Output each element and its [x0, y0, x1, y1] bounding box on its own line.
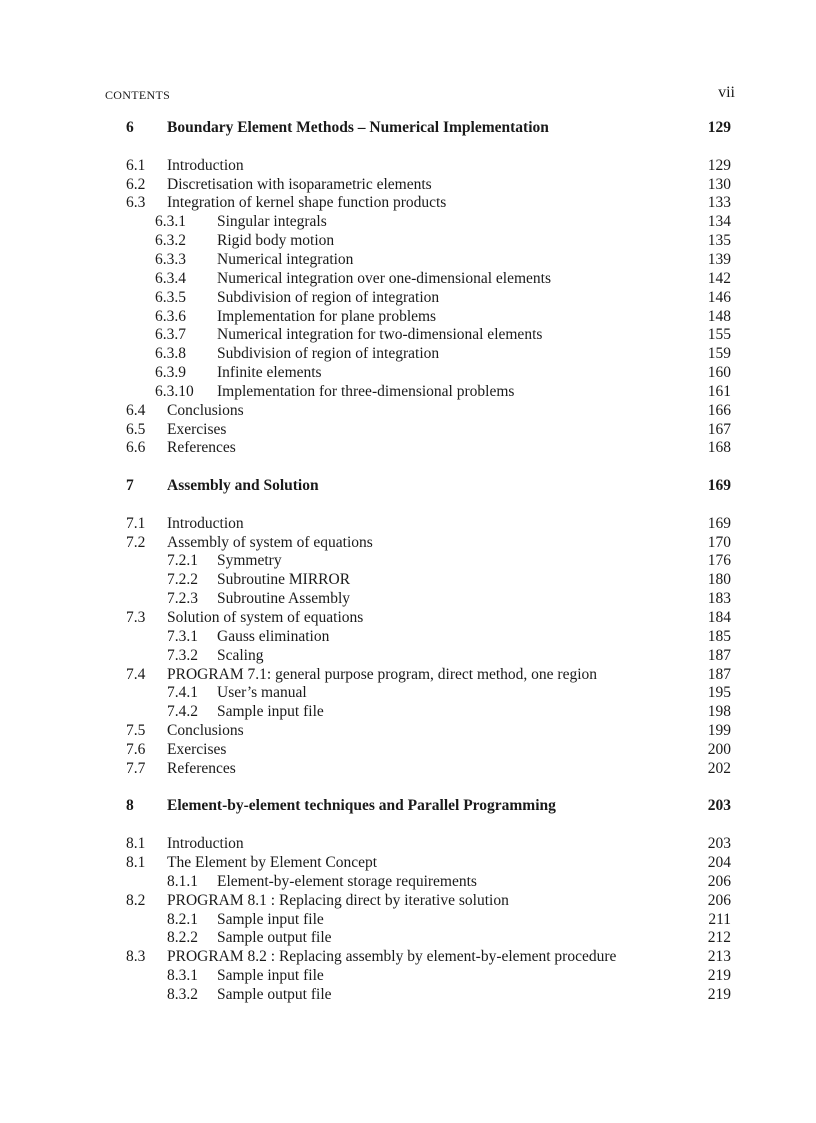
entry-number: 6.4: [126, 401, 146, 419]
entry-title: Element-by-element storage requirements: [217, 872, 477, 890]
entry-title: Sample output file: [217, 985, 332, 1003]
entry-page: 202: [707, 759, 731, 777]
toc-entry: [0, 759, 816, 779]
entry-title: Conclusions: [167, 401, 244, 419]
entry-page: 176: [707, 552, 731, 570]
entry-title: Implementation for three-dimensional problems: [217, 382, 515, 400]
entry-title: Assembly and Solution: [167, 477, 319, 495]
toc-entry: [0, 608, 816, 628]
entry-title: Sample output file: [217, 929, 332, 947]
entry-number: 8.2.1: [167, 910, 198, 928]
entry-number: 8.2.2: [167, 929, 198, 947]
entry-page: 134: [707, 213, 731, 231]
entry-title: Numerical integration for two-dimensional elements: [217, 326, 543, 344]
entry-title: Gauss elimination: [217, 627, 330, 645]
entry-number: 6.5: [126, 420, 146, 438]
toc-entry: [0, 702, 816, 722]
toc-entry: [0, 193, 816, 213]
entry-page: 204: [707, 853, 731, 871]
entry-number: 7.3.2: [167, 646, 198, 664]
toc-entry: [0, 891, 816, 911]
entry-page: 198: [707, 703, 731, 721]
running-head-title: CONTENTS: [105, 88, 171, 102]
toc-entry: [0, 250, 816, 270]
entry-page: 155: [707, 326, 731, 344]
toc-entry: [0, 721, 816, 741]
toc-entry: [0, 928, 816, 948]
entry-number: 6.2: [126, 175, 146, 193]
entry-title: Implementation for plane problems: [217, 307, 437, 325]
toc-entry: [0, 665, 816, 685]
entry-title: References: [167, 759, 236, 777]
entry-number: 7.2.1: [167, 552, 198, 570]
toc-entry: [0, 834, 816, 854]
entry-page: 184: [707, 609, 731, 626]
entry-page: 129: [707, 119, 731, 136]
entry-title: References: [167, 439, 236, 457]
toc-entry: [0, 533, 816, 553]
running-head: [105, 84, 735, 106]
entry-number: 7.3.1: [167, 627, 198, 645]
toc-entry: [0, 646, 816, 666]
entry-page: 185: [707, 627, 731, 645]
entry-title: The Element by Element Concept: [167, 853, 378, 871]
entry-number: 8.1: [126, 853, 146, 871]
toc-entry: [0, 344, 816, 364]
entry-title: Boundary Element Methods – Numerical Implementation: [167, 119, 549, 136]
entry-title: Solution of system of equations: [167, 609, 364, 626]
entry-number: 6.6: [126, 439, 146, 457]
entry-number: 8.1.1: [167, 872, 198, 890]
entry-page: 187: [707, 646, 731, 664]
entry-page: 195: [707, 684, 731, 702]
toc-entry: [0, 627, 816, 647]
entry-number: 6.3.6: [155, 307, 186, 325]
entry-page: 180: [707, 571, 731, 589]
entry-page: 203: [707, 797, 731, 815]
entry-number: 6.3.4: [155, 269, 186, 287]
toc-entry: [0, 589, 816, 609]
entry-title: Subroutine Assembly: [217, 590, 351, 608]
entry-page: 168: [707, 439, 731, 457]
toc-entry: [0, 212, 816, 232]
entry-title: Infinite elements: [217, 364, 322, 381]
entry-title: Rigid body motion: [217, 232, 335, 249]
entry-page: 142: [707, 269, 731, 287]
entry-title: PROGRAM 8.2 : Replacing assembly by element-by-element procedure: [167, 948, 617, 966]
entry-number: 6.3.9: [155, 364, 186, 381]
entry-page: 166: [707, 401, 731, 419]
entry-number: 7: [126, 477, 134, 495]
entry-page: 199: [707, 722, 731, 740]
entry-page: 212: [707, 929, 731, 947]
entry-page: 206: [707, 872, 731, 890]
entry-title: Sample input file: [217, 967, 324, 984]
chapter-entry: [0, 476, 816, 496]
entry-number: 7.2: [126, 533, 146, 551]
entry-title: Numerical integration over one-dimensional elements: [217, 269, 551, 287]
entry-page: 170: [707, 533, 731, 551]
entry-page: 161: [707, 382, 731, 400]
entry-title: Conclusions: [167, 722, 244, 740]
entry-title: Integration of kernel shape function products: [167, 194, 447, 212]
entry-title: Subroutine MIRROR: [217, 571, 351, 589]
entry-number: 6.3.5: [155, 288, 186, 306]
toc-entry: [0, 683, 816, 703]
entry-page: 206: [707, 891, 731, 909]
entry-page: 135: [707, 232, 731, 249]
toc-entry: [0, 985, 816, 1005]
entry-page: 146: [707, 288, 731, 306]
toc-entry: [0, 288, 816, 308]
entry-number: 7.3: [126, 609, 146, 626]
entry-title: PROGRAM 7.1: general purpose program, direct method, one region: [167, 665, 598, 683]
entry-title: Subdivision of region of integration: [217, 345, 440, 363]
entry-title: Exercises: [167, 740, 227, 758]
entry-number: 7.6: [126, 740, 146, 758]
entry-title: Exercises: [167, 420, 227, 438]
entry-number: 8.1: [126, 835, 146, 853]
entry-title: Assembly of system of equations: [167, 533, 373, 551]
toc-entry: [0, 231, 816, 251]
entry-number: 7.2.2: [167, 571, 198, 589]
toc-entry: [0, 307, 816, 327]
toc-entry: [0, 853, 816, 873]
entry-title: Introduction: [167, 835, 244, 853]
toc-entry: [0, 269, 816, 289]
toc-entry: [0, 514, 816, 534]
entry-title: User’s manual: [217, 684, 307, 702]
toc-entry: [0, 156, 816, 176]
entry-number: 6.3.8: [155, 345, 186, 363]
entry-page: 169: [707, 477, 731, 495]
entry-page: 183: [707, 590, 731, 608]
entry-page: 187: [707, 665, 731, 683]
toc-entry: [0, 420, 816, 440]
entry-number: 7.5: [126, 722, 146, 740]
toc-entry: [0, 966, 816, 986]
entry-number: 7.4.2: [167, 703, 198, 721]
entry-title: Scaling: [217, 646, 264, 664]
page-number: vii: [718, 84, 735, 101]
entry-page: 169: [707, 514, 731, 532]
toc-entry: [0, 382, 816, 402]
entry-title: Numerical integration: [217, 250, 354, 268]
entry-number: 6: [126, 119, 134, 136]
toc-entry: [0, 947, 816, 967]
entry-number: 8.3.1: [167, 967, 198, 984]
entry-title: Singular integrals: [217, 213, 327, 231]
entry-title: PROGRAM 8.1 : Replacing direct by iterative solution: [167, 891, 509, 909]
entry-page: 219: [707, 985, 731, 1003]
entry-title: Symmetry: [217, 552, 282, 570]
toc-entry: [0, 401, 816, 421]
toc-entry: [0, 740, 816, 760]
entry-page: 200: [707, 740, 731, 758]
entry-page: 203: [707, 835, 731, 853]
entry-number: 6.3: [126, 194, 146, 212]
entry-number: 7.4: [126, 665, 146, 683]
entry-number: 7.2.3: [167, 590, 198, 608]
entry-page: 159: [707, 345, 731, 363]
entry-page: 129: [707, 156, 731, 174]
entry-page: 213: [707, 948, 731, 966]
chapter-entry: [0, 796, 816, 816]
entry-number: 7.1: [126, 514, 146, 532]
entry-page: 219: [707, 967, 731, 984]
toc-entry: [0, 363, 816, 383]
entry-page: 133: [707, 194, 731, 212]
entry-page: 211: [708, 910, 731, 928]
entry-number: 8: [126, 797, 134, 815]
entry-number: 6.3.1: [155, 213, 186, 231]
entry-number: 6.3.2: [155, 232, 186, 249]
toc-entry: [0, 910, 816, 930]
entry-title: Introduction: [167, 156, 244, 174]
entry-number: 8.2: [126, 891, 146, 909]
entry-number: 6.3.3: [155, 250, 186, 268]
chapter-entry: [0, 118, 816, 138]
entry-page: 148: [707, 307, 731, 325]
toc-entry: [0, 438, 816, 458]
entry-number: 7.7: [126, 759, 146, 777]
toc-entry: [0, 872, 816, 892]
entry-page: 160: [707, 364, 731, 381]
toc-entry: [0, 325, 816, 345]
entry-number: 6.3.10: [155, 382, 194, 400]
entry-number: 7.4.1: [167, 684, 198, 702]
entry-number: 6.3.7: [155, 326, 186, 344]
toc-entry: [0, 551, 816, 571]
entry-number: 6.1: [126, 156, 146, 174]
entry-title: Sample input file: [217, 703, 324, 721]
entry-number: 8.3.2: [167, 985, 198, 1003]
entry-title: Sample input file: [217, 910, 324, 928]
entry-number: 8.3: [126, 948, 146, 966]
entry-title: Introduction: [167, 514, 244, 532]
entry-page: 130: [707, 175, 731, 193]
toc-entry: [0, 570, 816, 590]
entry-page: 167: [707, 420, 731, 438]
toc-entry: [0, 175, 816, 195]
entry-title: Subdivision of region of integration: [217, 288, 440, 306]
entry-title: Element-by-element techniques and Parallel Programming: [167, 797, 556, 815]
entry-title: Discretisation with isoparametric elements: [167, 175, 432, 193]
entry-page: 139: [707, 250, 731, 268]
